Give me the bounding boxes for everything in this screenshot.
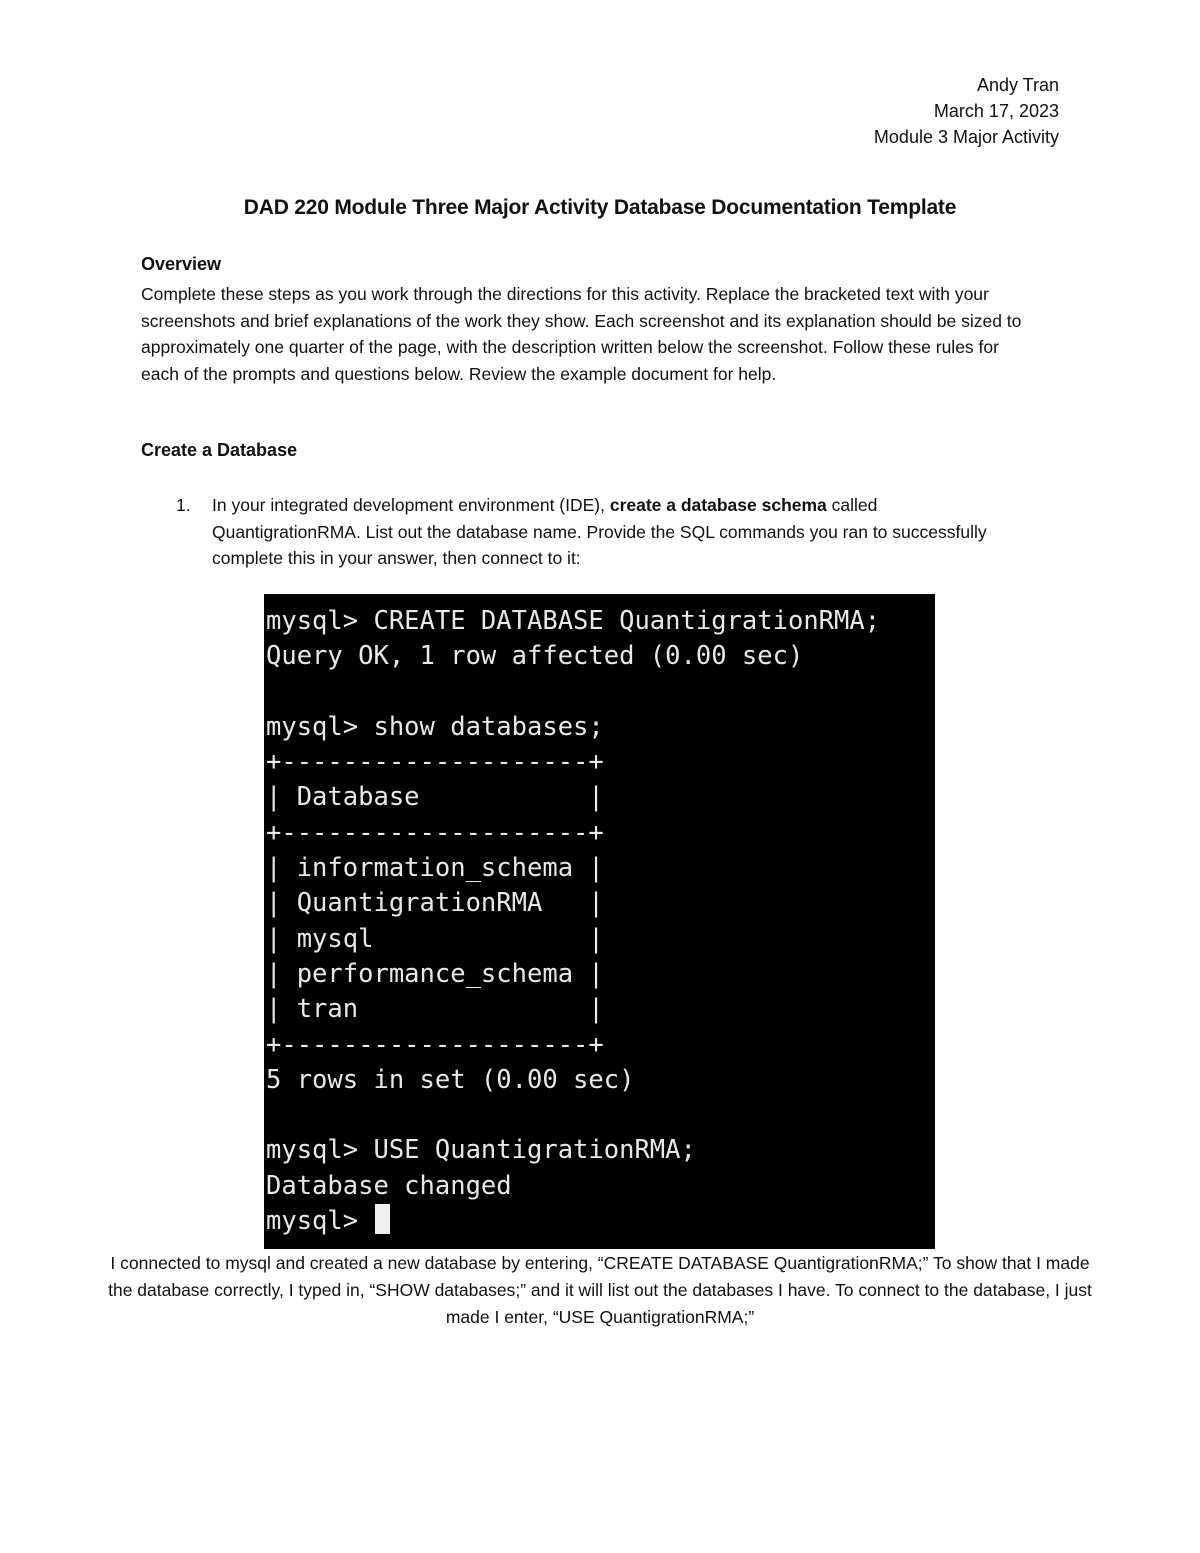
screenshot-caption: I connected to mysql and created a new database by entering, “CREATE DATABASE QuantigrationRMA;” To show that I made the database correctly, I typed in, “SHOW databases;” and it will list out the databases I have. To connect to the database, I just made I enter, “USE QuantigrationRMA;”: [108, 1253, 1092, 1327]
terminal-line: | mysql |: [266, 923, 604, 954]
terminal-line: [266, 1098, 935, 1133]
create-database-heading: Create a Database: [141, 440, 298, 460]
terminal-cursor: [375, 1204, 390, 1234]
overview-text: Complete these steps as you work through the directions for this activity. Replace the bracketed text with your screenshots and brief explanations of the work they show. Each screenshot and its explanation should be sized to approximately one quarter of the page, with the description written below the screenshot. Follow these rules for each of the prompts and questions below. Review the example document for help.: [141, 284, 1022, 384]
terminal-line: Database changed: [266, 1170, 512, 1201]
terminal-line: | information_schema |: [266, 853, 604, 884]
terminal-prompt: mysql>: [266, 1206, 374, 1237]
terminal-line: | QuantigrationRMA |: [266, 888, 604, 919]
list-item-text-end: called QuantigrationRMA. List out the database name. Provide the SQL commands you ran to successfully complete this in your answer, then connect to it:: [212, 495, 987, 568]
module-label: Module 3 Major Activity: [873, 127, 1059, 147]
list-item-text: [212, 492, 996, 572]
overview-heading: Overview: [141, 254, 222, 274]
list-item-text-bold: create a database schema: [609, 495, 827, 515]
list-item-text-start: In your integrated development environment (IDE),: [212, 495, 610, 515]
document-title: DAD 220 Module Three Major Activity Database Documentation Template: [243, 196, 957, 219]
terminal-line: [266, 675, 935, 710]
document-header: [874, 72, 1059, 150]
terminal-screenshot: [264, 594, 935, 1249]
terminal-line: 5 rows in set (0.00 sec): [266, 1064, 635, 1095]
terminal-line: | performance_schema |: [266, 958, 604, 989]
terminal-line: +--------------------+: [266, 817, 604, 848]
document-date: March 17, 2023: [933, 101, 1059, 121]
terminal-line: mysql> show databases;: [266, 711, 604, 742]
terminal-line: | Database |: [266, 782, 604, 813]
terminal-line: mysql> CREATE DATABASE QuantigrationRMA;: [266, 606, 881, 636]
terminal-line: mysql> USE QuantigrationRMA;: [266, 1135, 696, 1166]
terminal-line: Query OK, 1 row affected (0.00 sec): [266, 641, 804, 672]
author-name: Andy Tran: [976, 75, 1059, 95]
terminal-line: +--------------------+: [266, 1029, 604, 1060]
terminal-prompt-line: [266, 1204, 935, 1239]
terminal-line: | tran |: [266, 994, 604, 1025]
terminal-line: +--------------------+: [266, 747, 604, 778]
list-item-number: 1.: [176, 495, 191, 515]
list-item: [176, 492, 996, 572]
